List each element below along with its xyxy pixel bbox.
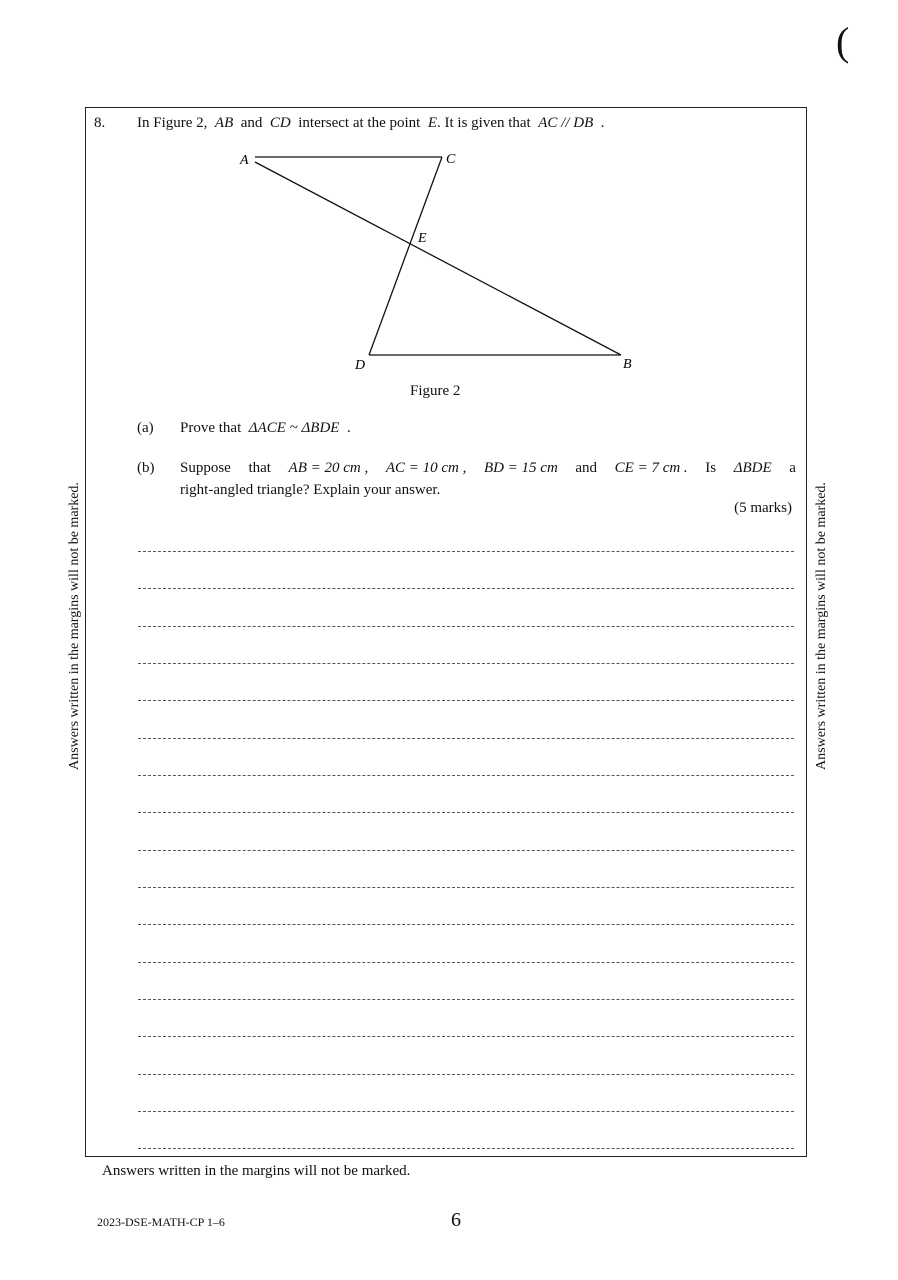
segment-ab: AB — [214, 115, 234, 131]
figure-caption: Figure 2 — [410, 383, 461, 399]
footer-margin-note: Answers written in the margins will not be marked. — [102, 1163, 411, 1179]
segment-cd-line — [369, 157, 442, 355]
part-b-m5: ΔBDE — [733, 460, 772, 476]
answer-line[interactable] — [138, 999, 794, 1000]
label-e: E — [418, 231, 427, 246]
marks-allocation: (5 marks) — [734, 500, 792, 516]
answer-line[interactable] — [138, 738, 794, 739]
part-b-line-2: right-angled triangle? Explain your answer. — [180, 482, 441, 498]
answer-line[interactable] — [138, 887, 794, 888]
part-a-prefix: Prove that — [180, 420, 242, 436]
corner-mark: ( — [836, 19, 850, 64]
answer-line[interactable] — [138, 1074, 794, 1075]
part-b-w2: that — [248, 460, 271, 476]
label-a: A — [240, 153, 249, 168]
point-e: E — [427, 115, 437, 131]
part-b-w3: and — [575, 460, 598, 476]
part-b-m2: AC = 10 cm , — [385, 460, 467, 476]
figure-2 — [86, 108, 806, 398]
answer-line[interactable] — [138, 663, 794, 664]
part-b-w5: a — [789, 460, 796, 476]
label-b: B — [623, 357, 632, 372]
answer-line[interactable] — [138, 1036, 794, 1037]
answer-line[interactable] — [138, 551, 794, 552]
intro-end: . — [600, 115, 605, 131]
part-a-label: (a) — [137, 420, 154, 436]
answer-line[interactable] — [138, 700, 794, 701]
label-d: D — [355, 358, 366, 373]
intro-mid: intersect at the point — [298, 115, 421, 131]
answer-line[interactable] — [138, 626, 794, 627]
answer-line[interactable] — [138, 812, 794, 813]
part-a-statement: ΔACE ~ ΔBDE — [248, 420, 340, 436]
answer-line[interactable] — [138, 962, 794, 963]
right-margin-note: Answers written in the margins will not be marked. — [814, 482, 829, 770]
answer-line[interactable] — [138, 850, 794, 851]
answer-line[interactable] — [138, 1148, 794, 1149]
part-b-label: (b) — [137, 460, 155, 476]
intro-prefix: In Figure 2, — [137, 115, 208, 131]
part-b-w1: Suppose — [180, 460, 231, 476]
part-a-suffix: . — [346, 420, 351, 436]
segment-ab-line — [255, 162, 621, 355]
question-number: 8. — [94, 115, 106, 131]
part-b-line-1 — [180, 460, 796, 477]
answer-line[interactable] — [138, 1111, 794, 1112]
intro-and: and — [240, 115, 263, 131]
part-b-m1: AB = 20 cm , — [288, 460, 369, 476]
part-b-w4: Is — [705, 460, 717, 476]
part-b-m3: BD = 15 cm — [483, 460, 558, 476]
part-a-text — [180, 420, 351, 437]
answer-line[interactable] — [138, 588, 794, 589]
parallel-statement: AC // DB — [538, 115, 594, 131]
label-c: C — [446, 152, 456, 167]
answer-line[interactable] — [138, 775, 794, 776]
segment-cd: CD — [269, 115, 291, 131]
intro-given: . It is given that — [436, 115, 531, 131]
part-b-m4: CE = 7 cm . — [614, 460, 688, 476]
left-margin-note: Answers written in the margins will not be marked. — [67, 482, 82, 770]
answer-line[interactable] — [138, 924, 794, 925]
paper-code: 2023-DSE-MATH-CP 1–6 — [97, 1215, 225, 1229]
page-number: 6 — [451, 1209, 461, 1231]
question-box — [85, 107, 807, 1157]
